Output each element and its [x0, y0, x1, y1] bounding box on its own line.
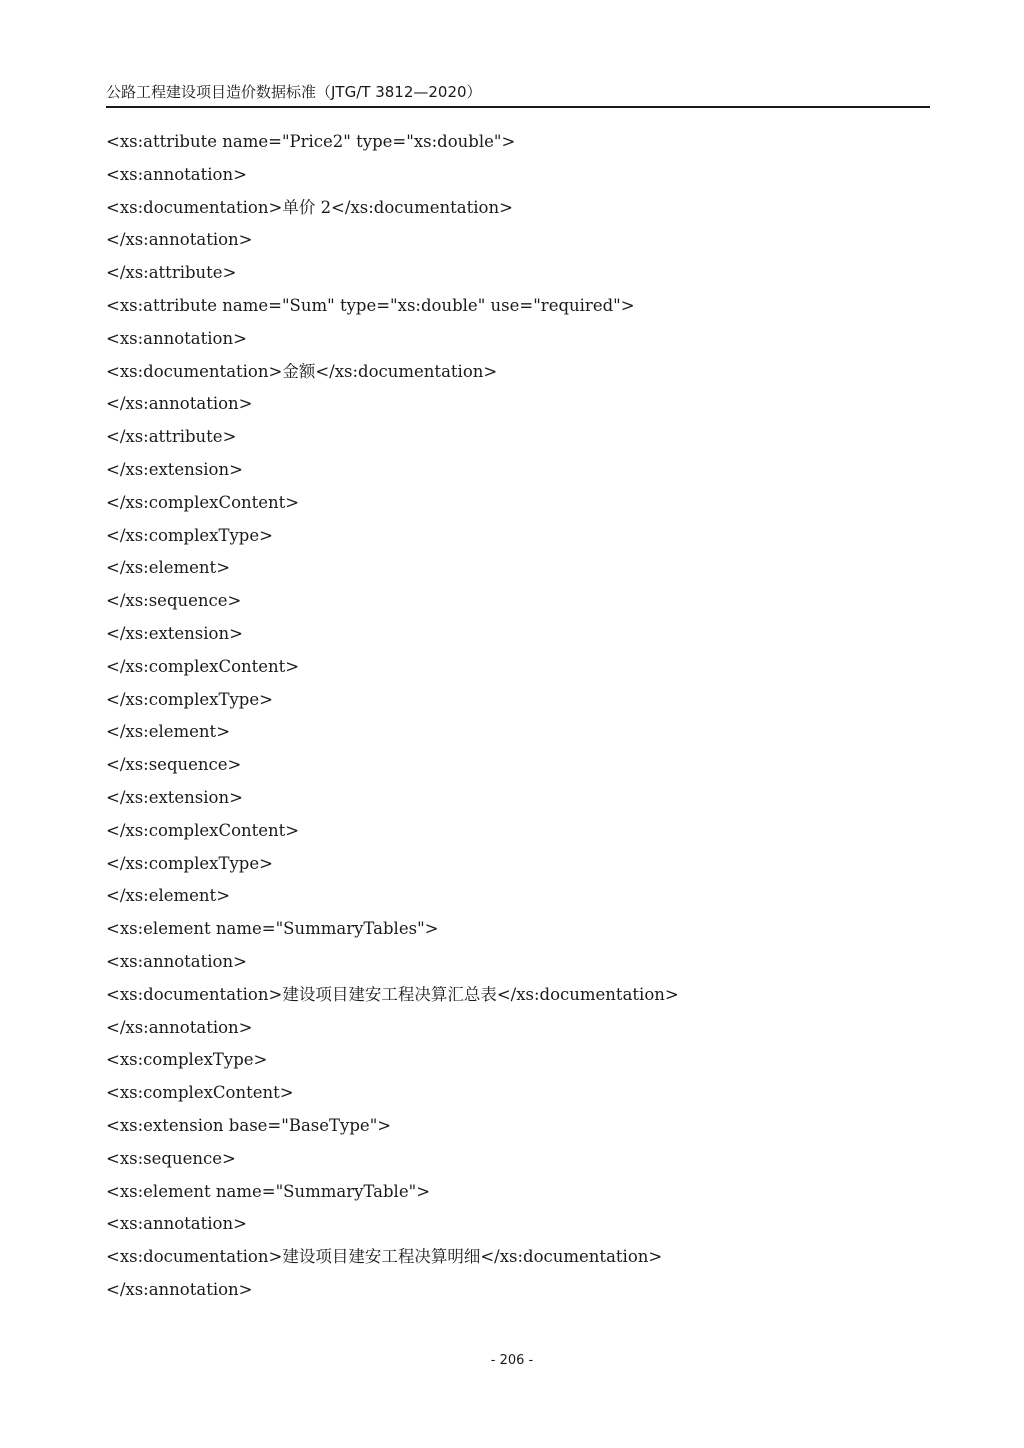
code-line: </xs:extension> [106, 459, 243, 479]
code-line: <xs:documentation>金额</xs:documentation> [106, 361, 498, 381]
code-line: </xs:annotation> [106, 230, 253, 250]
code-line: </xs:complexContent> [106, 656, 300, 676]
page-header [106, 82, 930, 108]
code-line: </xs:element> [106, 722, 231, 742]
code-line: <xs:annotation> [106, 164, 247, 184]
code-line: </xs:extension> [106, 623, 243, 643]
code-line: </xs:element> [106, 886, 231, 906]
header-title: 公路工程建设项目造价数据标准（JTG/T 3812—2020） [106, 83, 482, 101]
code-line: <xs:annotation> [106, 1214, 247, 1234]
code-line: <xs:extension base="BaseType"> [106, 1115, 392, 1135]
code-line: <xs:documentation>建设项目建安工程决算明细</xs:documentation> [106, 1247, 663, 1267]
code-line: <xs:element name="SummaryTable"> [106, 1181, 431, 1201]
code-line: <xs:sequence> [106, 1148, 236, 1168]
code-line: </xs:annotation> [106, 394, 253, 414]
code-line: </xs:complexContent> [106, 492, 300, 512]
code-line: </xs:element> [106, 558, 231, 578]
code-line: </xs:annotation> [106, 1279, 253, 1299]
code-line: </xs:complexType> [106, 853, 273, 873]
code-line: <xs:documentation>建设项目建安工程决算汇总表</xs:documentation> [106, 984, 679, 1004]
code-line: </xs:annotation> [106, 1017, 253, 1037]
xml-schema-code-block [106, 126, 936, 1307]
code-line: </xs:attribute> [106, 427, 237, 447]
code-line: <xs:documentation>单价 2</xs:documentation> [106, 197, 513, 217]
code-line: <xs:element name="SummaryTables"> [106, 919, 439, 939]
code-line: </xs:sequence> [106, 755, 242, 775]
code-line: </xs:complexType> [106, 525, 273, 545]
code-line: <xs:complexType> [106, 1050, 268, 1070]
code-line: </xs:extension> [106, 787, 243, 807]
code-line: </xs:attribute> [106, 263, 237, 283]
code-line: </xs:sequence> [106, 591, 242, 611]
code-line: <xs:attribute name="Sum" type="xs:double" use="required"> [106, 295, 635, 315]
code-line: </xs:complexType> [106, 689, 273, 709]
code-line: <xs:annotation> [106, 328, 247, 348]
code-line: <xs:attribute name="Price2" type="xs:double"> [106, 132, 516, 151]
code-line: <xs:complexContent> [106, 1083, 294, 1103]
page-number: - 206 - [490, 1353, 534, 1368]
code-line: <xs:annotation> [106, 951, 247, 971]
code-line: </xs:complexContent> [106, 820, 300, 840]
